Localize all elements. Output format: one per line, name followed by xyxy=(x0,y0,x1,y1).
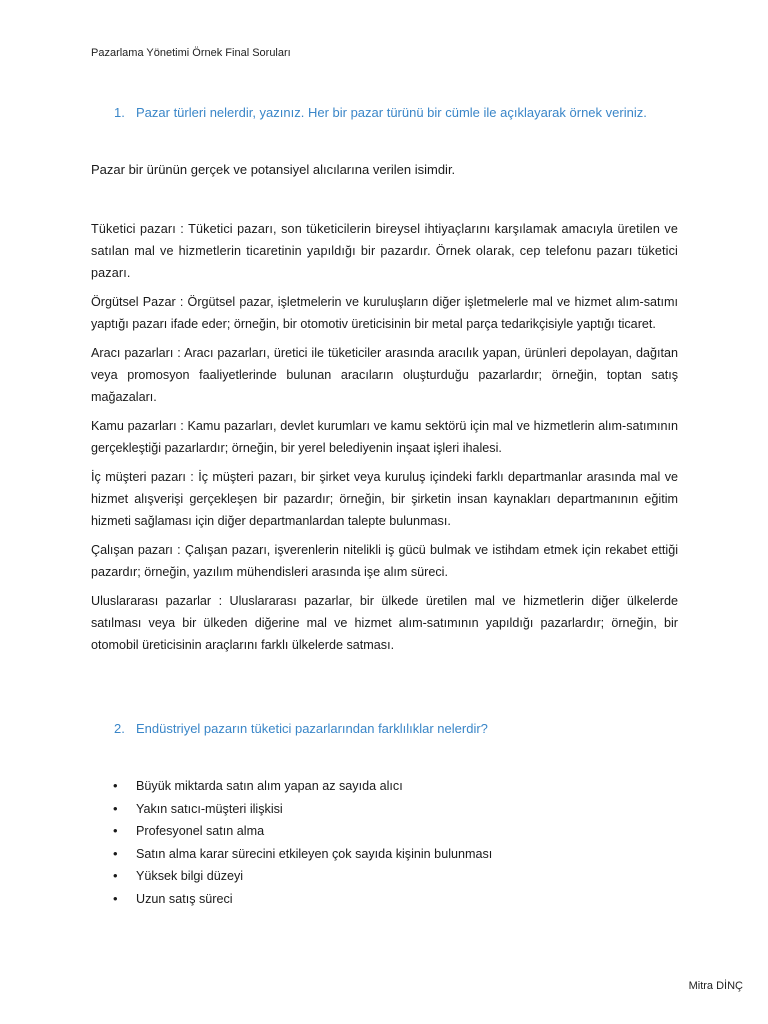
list-item: • Yüksek bilgi düzeyi xyxy=(113,865,492,888)
list-item: • Profesyonel satın alma xyxy=(113,820,492,843)
bullet-icon: • xyxy=(113,800,118,816)
bullet-icon: • xyxy=(113,845,118,861)
list-item: • Satın alma karar sürecini etkileyen çok sayıda kişinin bulunması xyxy=(113,843,492,866)
differences-list xyxy=(113,775,492,911)
question-2-number: 2. xyxy=(114,721,125,736)
bullet-icon: • xyxy=(113,823,118,839)
market-public: Kamu pazarları : Kamu pazarları, devlet kurumları ve kamu sektörü için mal ve hizmetlerin alım-satımının gerçekleştiği pazarlardır; örneğin, bir yerel belediyenin inşaat işleri ihalesi. xyxy=(91,419,678,455)
market-internal-customer: İç müşteri pazarı : İç müşteri pazarı, bir şirket veya kuruluş içindeki farklı departmanlar arasında mal ve hizmet alışverişi gerçekleşen bir pazardır; örneğin, bir şirketin insan kaynakları departmanının eğitim hizmeti sağlaması için diğer departmanlardan talepte bulunması. xyxy=(91,470,678,528)
list-item: • Büyük miktarda satın alım yapan az sayıda alıcı xyxy=(113,775,492,798)
page-header: Pazarlama Yönetimi Örnek Final Soruları xyxy=(91,47,291,59)
question-2 xyxy=(114,721,488,736)
question-1-text: Pazar türleri nelerdir, yazınız. Her bir pazar türünü bir cümle ile açıklayarak örnek veriniz. xyxy=(136,105,647,120)
market-employee: Çalışan pazarı : Çalışan pazarı, işverenlerin nitelikli iş gücü bulmak ve istihdam etmek için rekabet ettiği pazardır; örneğin, yazılım mühendisleri arasında işe alım süreci. xyxy=(91,543,678,579)
bullet-icon: • xyxy=(113,778,118,793)
market-international: Uluslararası pazarlar : Uluslararası pazarlar, bir ülkede üretilen mal ve hizmetlerin diğer ülkelerde satılması veya bir ülkeden diğerine mal ve hizmet alım-satımının yapıldığı pazarlardır; örneğin, bir otomobil üreticisinin araçlarını farklı ülkelerde satması. xyxy=(91,594,678,652)
market-types-section xyxy=(91,218,678,663)
question-2-text: Endüstriyel pazarın tüketici pazarlarından farklılıklar nelerdir? xyxy=(136,721,488,736)
market-intermediary: Aracı pazarları : Aracı pazarları, üretici ile tüketiciler arasında aracılık yapan, ürünleri depolayan, dağıtan veya promosyon faaliyetlerinde bulunan aracıların oluşturduğu pazarlardır; örneğin, toptan satış mağazaları. xyxy=(91,346,678,404)
bullet-icon: • xyxy=(113,868,118,884)
list-item: • Uzun satış süreci xyxy=(113,888,492,911)
question-1-number: 1. xyxy=(114,105,125,120)
list-item: • Yakın satıcı-müşteri ilişkisi xyxy=(113,798,492,821)
page-footer-author: Mitra DİNÇ xyxy=(688,980,743,992)
market-consumer: Tüketici pazarı : Tüketici pazarı, son tüketicilerin bireysel ihtiyaçlarını karşılamak amacıyla üretilen ve satılan mal ve hizmetlerin ticaretinin yapıldığı bir pazardır. Örnek olarak, cep telefonu pazarı tüketici pazarı. xyxy=(91,222,678,280)
bullet-icon: • xyxy=(113,890,118,906)
market-organizational: Örgütsel Pazar : Örgütsel pazar, işletmelerin ve kuruluşların diğer işletmelerle mal ve hizmet alım-satımı yaptığı pazarı ifade eder; örneğin, bir otomotiv üreticisinin bir metal parça tedarikçisiyle yaptığı ticaret. xyxy=(91,295,678,331)
market-definition: Pazar bir ürünün gerçek ve potansiyel alıcılarına verilen isimdir. xyxy=(91,162,456,177)
question-1 xyxy=(114,105,647,120)
